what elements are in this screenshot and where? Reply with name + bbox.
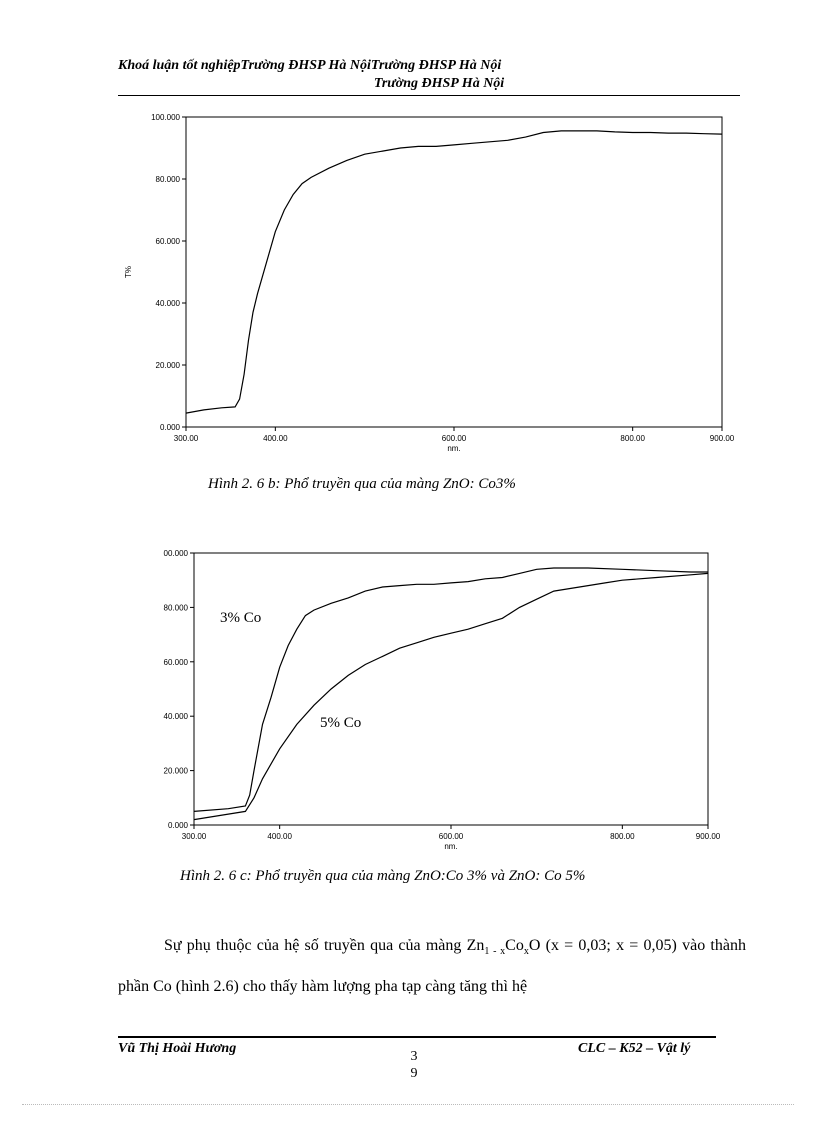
y-tick-label: 60.000	[155, 237, 180, 246]
y-tick-label: 80.000	[155, 175, 180, 184]
y-tick-label: 40.000	[155, 299, 180, 308]
page-number	[408, 1048, 420, 1082]
x-tick-label: 600.00	[438, 832, 464, 841]
footer-rule	[118, 1036, 716, 1038]
footer-class: CLC – K52 – Vật lý	[578, 1041, 691, 1056]
y-tick-label: 100.000	[151, 113, 180, 122]
page-bottom-dotted-line	[22, 1104, 794, 1105]
x-tick-label: 900.00	[709, 434, 735, 443]
x-tick-label: 600.00	[441, 434, 467, 443]
x-tick-label: 300.00	[173, 434, 199, 443]
x-tick-label: 900.00	[695, 832, 721, 841]
x-tick-label: 800.00	[620, 434, 645, 443]
y-tick-label: 00.000	[163, 549, 188, 558]
y-tick-label: 60.000	[163, 657, 188, 667]
para-text-3: O (x = 0,03; x = 0,05) vào thành phần Co (hình 2.6) cho thấy hàm lượng pha tạp càng tăng thì hệ	[118, 937, 746, 996]
x-tick-label: 800.00	[610, 832, 635, 841]
para-sub-1: 1 - x	[484, 946, 506, 958]
series-line-3-co	[194, 568, 708, 811]
plot-frame	[194, 553, 708, 825]
y-tick-label: 0.000	[167, 821, 188, 830]
series-annotation: 3% Co	[220, 610, 262, 626]
y-tick-label: 80.000	[163, 603, 188, 613]
series-annotation: 5% Co	[320, 715, 362, 731]
page-number-bottom: 9	[410, 1066, 418, 1081]
y-tick-label: 0.000	[159, 423, 180, 432]
para-sub-2: x	[523, 946, 529, 958]
header-line-2: Trường ĐHSP Hà Nội	[373, 76, 505, 91]
x-axis-label: nm.	[447, 444, 461, 453]
footer-author: Vũ Thị Hoài Hương	[118, 1041, 237, 1056]
x-tick-label: 300.00	[181, 832, 207, 841]
y-tick-label: 20.000	[155, 361, 180, 370]
x-tick-label: 400.00	[263, 434, 288, 443]
body-paragraph	[118, 928, 746, 1004]
y-tick-label: 20.000	[163, 766, 188, 776]
page-number-top: 3	[410, 1049, 418, 1064]
y-axis-label: T%	[124, 266, 133, 278]
x-axis-label: nm.	[444, 842, 458, 851]
header-line-1: Khoá luận tốt nghiệpTrường ĐHSP Hà NộiTrường ĐHSP Hà Nội	[118, 58, 502, 73]
para-text-2: Co	[505, 937, 524, 954]
y-tick-label: 40.000	[163, 712, 188, 722]
figure-b-caption: Hình 2. 6 b: Phổ truyền qua của màng ZnO: Co3%	[208, 476, 516, 492]
figure-c-caption: Hình 2. 6 c: Phổ truyền qua của màng ZnO:Co 3% và ZnO: Co 5%	[180, 868, 586, 884]
para-text-1: Sự phụ thuộc của hệ số truyền qua của màng Zn	[164, 937, 485, 954]
x-tick-label: 400.00	[267, 832, 292, 841]
